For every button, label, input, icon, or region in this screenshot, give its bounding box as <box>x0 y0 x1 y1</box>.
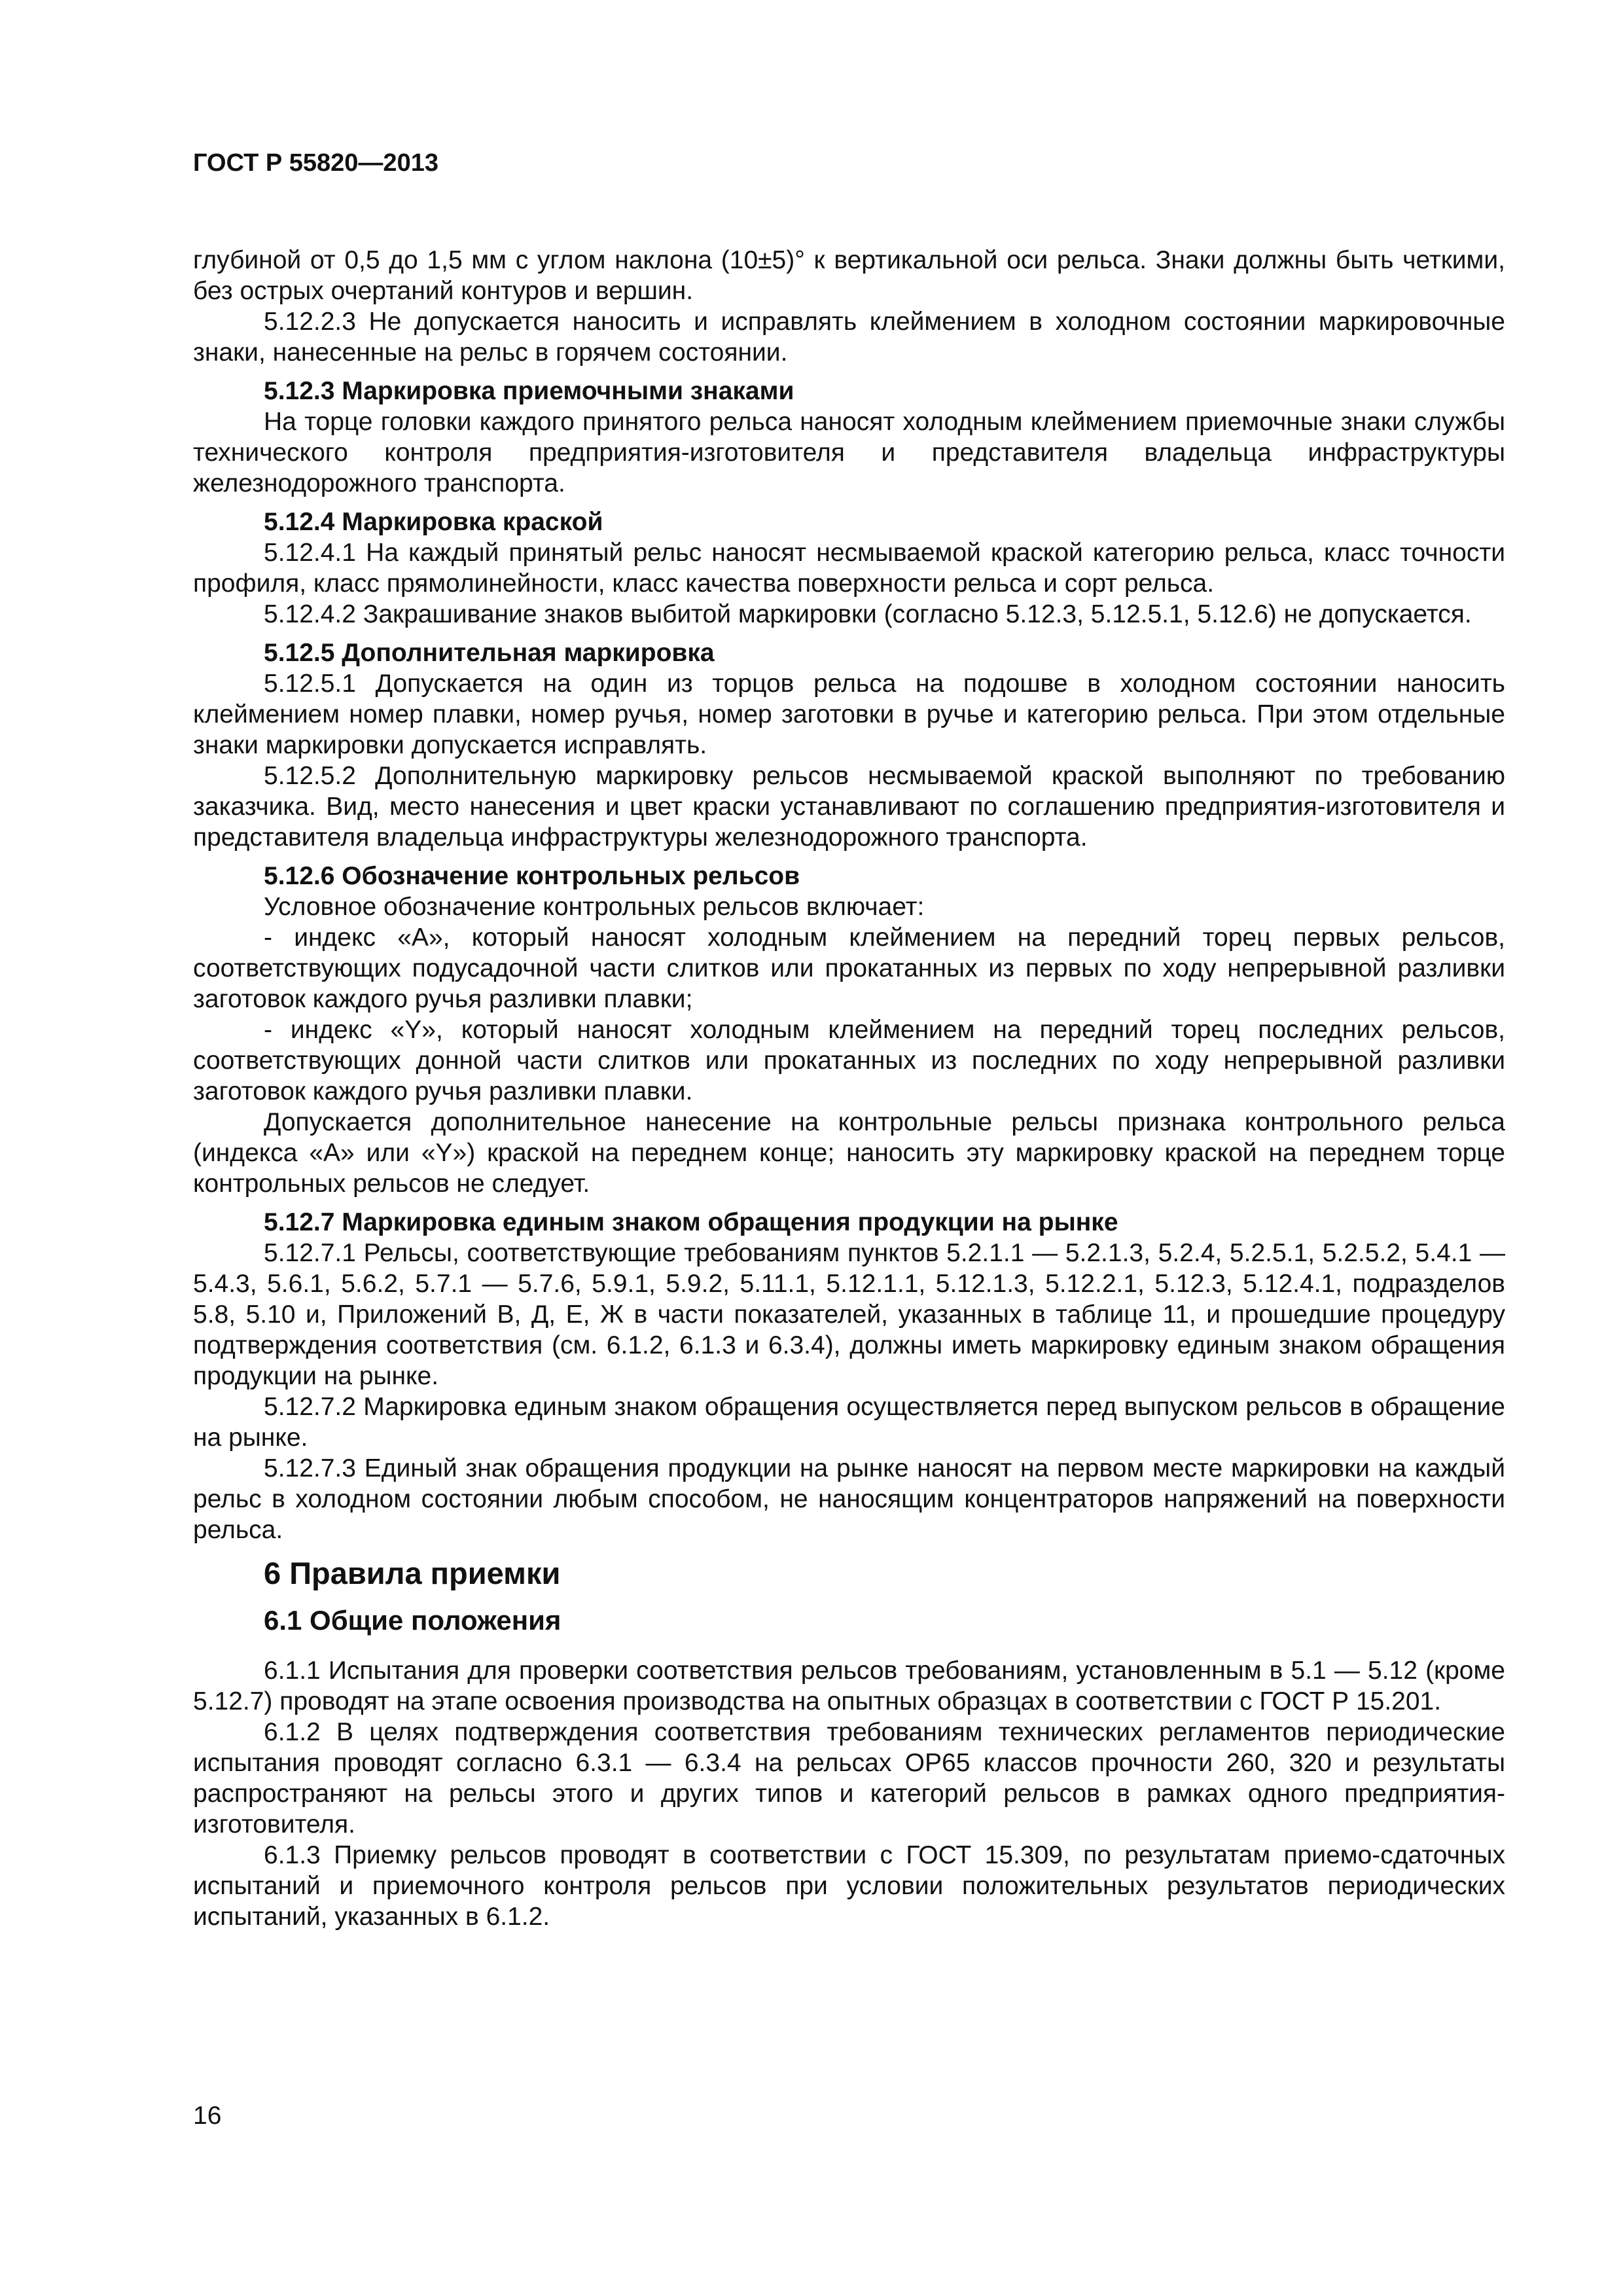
paragraph: На торце головки каждого принятого рельса наносят холодным клеймением приемочные знаки службы технического контроля предприятия-изготовителя и представителя владельца инфраструктуры железнодорожного транспорта. <box>193 408 1505 497</box>
paragraph: 5.12.7.1 Рельсы, соответствующие требованиям пунктов 5.2.1.1 — 5.2.1.3, 5.2.4, 5.2.5.1, 5.2.5.2, 5.4.1 — 5.4.3, 5.6.1, 5.6.2, 5.7.1 — 5.7.6, 5.9.1, 5.9.2, 5.11.1, 5.12.1.1, 5.12.1.3, 5.12.2.1, 5.12.3, 5.12.4.1, подразделов 5.8, 5.10 и, Приложений В, Д, Е, Ж в части показателей, указанных в таблице 11, и прошедшие процедуру подтверждения соответствия (см. 6.1.2, 6.1.3 и 6.3.4), должны иметь маркировку единым знаком обращения продукции на рынке. <box>193 1239 1505 1390</box>
paragraph: - индекс «А», который наносят холодным клеймением на передний торец первых рельсов, соответствующих подусадочной части слитков или прокатанных из первых по ходу непрерывной разливки заготовок каждого ручья разливки плавки; <box>193 924 1505 1013</box>
paragraph: 5.12.5.1 Допускается на один из торцов рельса на подошве в холодном состоянии наносить клеймением номер плавки, номер ручья, номер заготовки в ручье и категорию рельса. При этом отдельные знаки маркировки допускается исправлять. <box>193 670 1505 759</box>
page-number: 16 <box>193 2102 222 2130</box>
paragraph: - индекс «Y», который наносят холодным клеймением на передний торец последних рельсов, соответствующих донной части слитков или прокатанных из последних по ходу непрерывной разливки заготовок каждого ручья разливки плавки. <box>193 1016 1505 1105</box>
paragraph: 5.12.5.2 Дополнительную маркировку рельсов несмываемой краской выполняют по требованию заказчика. Вид, место нанесения и цвет краски устанавливают по соглашению предприятия-изготовителя и представителя владельца инфраструктуры железнодорожного транспорта. <box>193 762 1505 852</box>
subsection-heading: 5.12.6 Обозначение контрольных рельсов <box>264 862 800 890</box>
paragraph: Допускается дополнительное нанесение на контрольные рельсы признака контрольного рельса (индекса «А» или «Y») краской на переднем конце; наносить эту маркировку краской на переднем торце контрольных рельсов не следует. <box>193 1108 1505 1198</box>
paragraph: 6.1.1 Испытания для проверки соответствия рельсов требованиям, установленным в 5.1 — 5.12 (кроме 5.12.7) проводят на этапе освоения производства на опытных образцах в соответствии с ГОСТ Р 15.201. <box>193 1657 1505 1715</box>
paragraph: 5.12.2.3 Не допускается наносить и исправлять клеймением в холодном состоянии маркировочные знаки, нанесенные на рельс в горячем состоянии. <box>193 308 1505 367</box>
paragraph: Условное обозначение контрольных рельсов включает: <box>264 893 925 921</box>
subsection-title: 6.1 Общие положения <box>264 1605 562 1636</box>
standard-header: ГОСТ Р 55820—2013 <box>193 149 438 177</box>
subsection-heading: 5.12.3 Маркировка приемочными знаками <box>264 377 794 405</box>
paragraph: 5.12.4.1 На каждый принятый рельс наносят несмываемой краской категорию рельса, класс точности профиля, класс прямолинейности, класс качества поверхности рельса и сорт рельса. <box>193 539 1505 598</box>
subsection-heading: 5.12.7 Маркировка единым знаком обращения продукции на рынке <box>264 1208 1118 1236</box>
subsection-heading: 5.12.5 Дополнительная маркировка <box>264 639 715 667</box>
paragraph: 6.1.3 Приемку рельсов проводят в соответствии с ГОСТ 15.309, по результатам приемо-сдаточных испытаний и приемочного контроля рельсов при условии положительных результатов периодических испытаний, указанных в 6.1.2. <box>193 1841 1505 1931</box>
section-heading: 6 Правила приемки <box>264 1556 561 1590</box>
subsection-heading: 5.12.4 Маркировка краской <box>264 508 603 536</box>
paragraph: 6.1.2 В целях подтверждения соответствия требованиям технических регламентов периодические испытания проводят согласно 6.3.1 — 6.3.4 на рельсах ОР65 классов прочности 260, 320 и результаты распространяют на рельсы этого и других типов и категорий рельсов в рамках одного предприятия-изготовителя. <box>193 1718 1505 1839</box>
paragraph: 5.12.7.2 Маркировка единым знаком обращения осуществляется перед выпуском рельсов в обращение на рынке. <box>193 1393 1505 1452</box>
paragraph: 5.12.4.2 Закрашивание знаков выбитой маркировки (согласно 5.12.3, 5.12.5.1, 5.12.6) не допускается. <box>264 600 1472 628</box>
document-body <box>193 148 1505 1932</box>
paragraph-continuation: глубиной от 0,5 до 1,5 мм с углом наклона (10±5)° к вертикальной оси рельса. Знаки должны быть четкими, без острых очертаний контуров и вершин. <box>193 246 1505 305</box>
paragraph: 5.12.7.3 Единый знак обращения продукции на рынке наносят на первом месте маркировки на каждый рельс в холодном состоянии любым способом, не наносящим концентраторов напряжений на поверхности рельса. <box>193 1454 1505 1544</box>
document-content <box>193 245 1505 1932</box>
